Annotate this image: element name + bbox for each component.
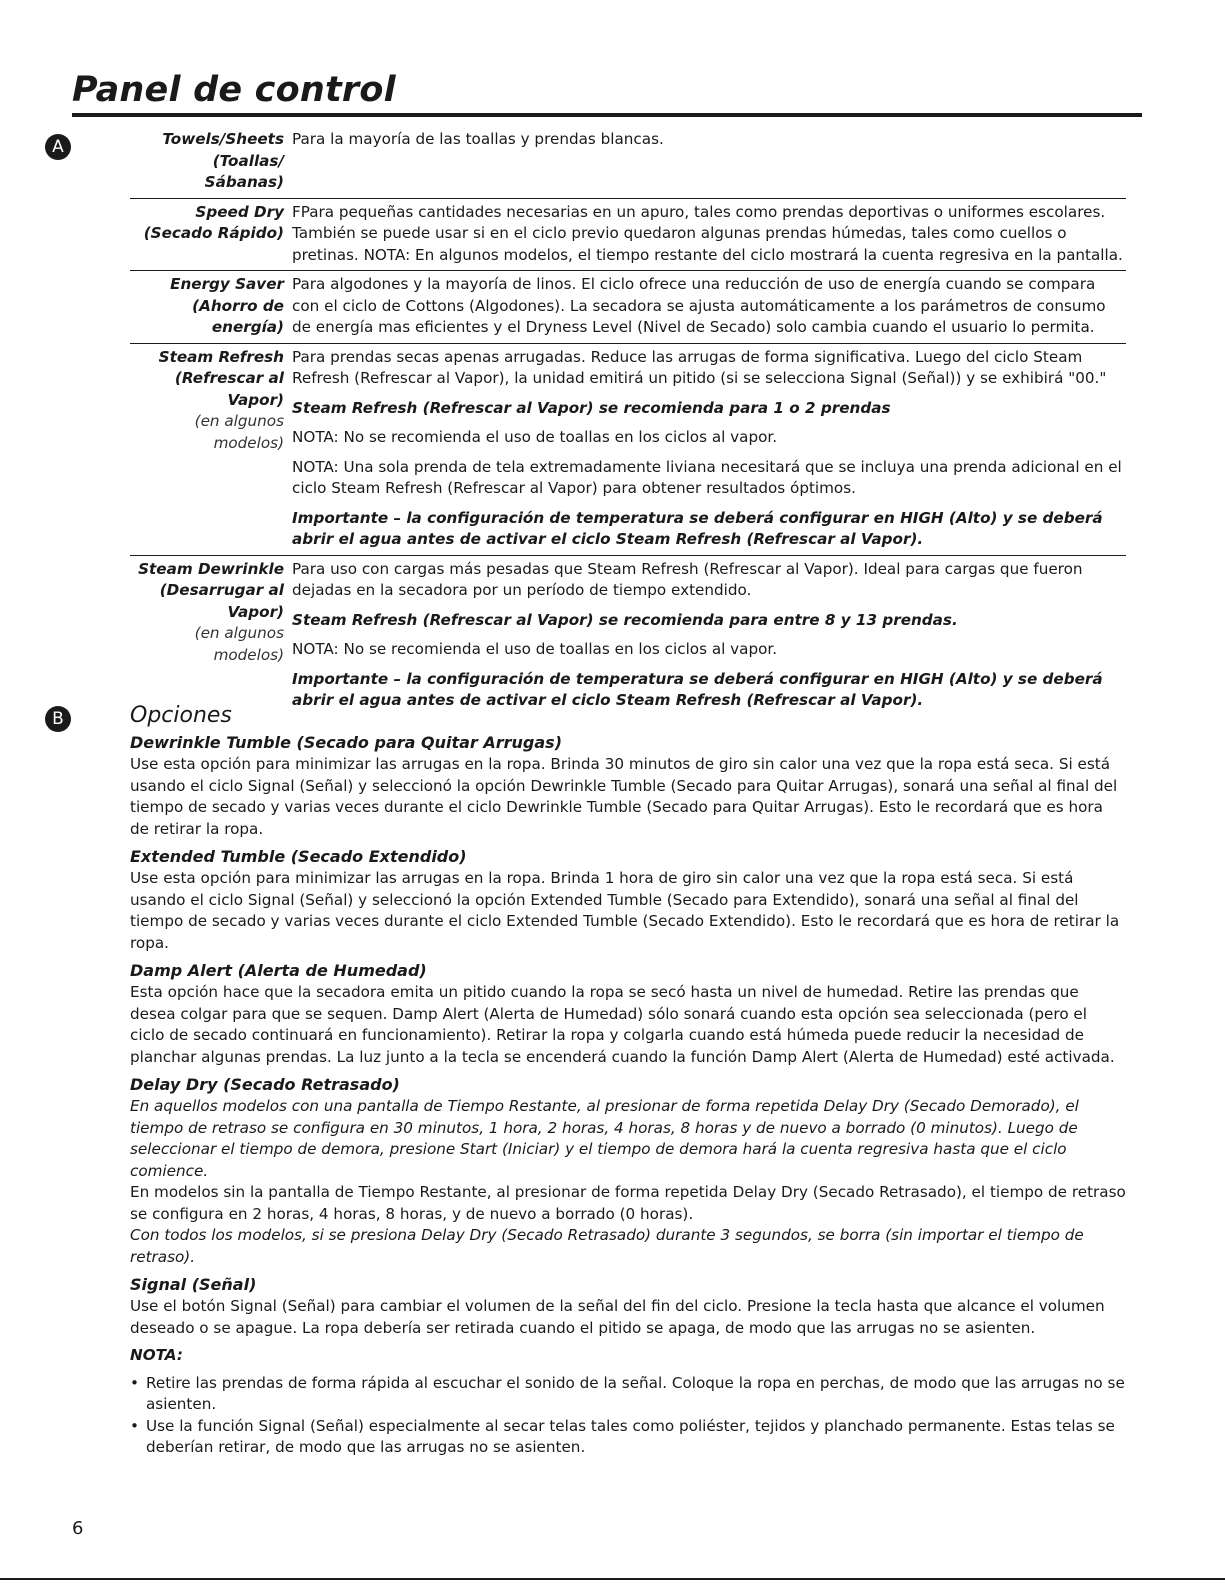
cycle-name-es: (Toallas/ Sábanas) [204,151,284,191]
cycle-name-es: (Desarrugar al Vapor) [159,581,284,621]
cycle-description [290,202,1126,267]
cycle-name [130,202,290,267]
cycle-name-en: Towels/Sheets [162,130,284,148]
cycle-note: NOTA: Una sola prenda de tela extremadamente liviana necesitará que se incluya una prenda adicional en el ciclo Steam Refresh (Refrescar al Vapor) para obtener resultados óptimos. [292,457,1122,497]
cycle-paragraph: Para algodones y la mayoría de linos. El ciclo ofrece una reducción de uso de energía cuando se compara con el ciclo de Cottons (Algodones). La secadora se ajusta automáticamente a los parámetros de consumo de energía mas eficientes y el Dryness Level (Nivel de Secado) solo cambia cuando el usuario lo permita. [292,275,1106,336]
cycle-note: NOTA: No se recomienda el uso de toallas en los ciclos al vapor. [292,428,778,446]
marker-b-badge: B [45,706,71,732]
cycle-row-energy-saver [130,271,1126,344]
cycle-important: Importante – la configuración de temperatura se deberá configurar en HIGH (Alto) y se deberá abrir el agua antes de activar el ciclo Steam Refresh (Refrescar al Vapor). [292,508,1103,548]
cycle-name [130,129,290,194]
cycle-note: NOTA: No se recomienda el uso de toallas en los ciclos al vapor. [292,640,778,658]
cycle-paragraph: Para prendas secas apenas arrugadas. Reduce las arrugas de forma significativa. Luego del ciclo Steam Refresh (Refrescar al Vapor), la unidad emitirá un pitido (si se selecciona Signal (Señal)) y se exhibirá "00." [292,347,1107,387]
cycle-important: Importante – la configuración de temperatura se deberá configurar en HIGH (Alto) y se deberá abrir el agua antes de activar el ciclo Steam Refresh (Refrescar al Vapor). [292,669,1103,709]
cycle-name [130,559,290,712]
cycle-name-en: Speed Dry [195,202,284,221]
bottom-rule [0,1578,1225,1580]
option-paragraph: Use esta opción para minimizar las arrugas en la ropa. Brinda 30 minutos de giro sin calor una vez que la ropa está seca. Si está usando el ciclo Signal (Señal) y seleccionó la opción Dewrinkle Tumble (Secado para Quitar Arrugas), sonará una señal al final del tiempo de secado y varias veces durante el ciclo Dewrinkle Tumble (Secado para Quitar Arrugas). Esto le recordará que es hora de retirar la ropa. [130,755,1118,838]
cycle-name-en: Steam Refresh [158,347,284,366]
cycle-name-note: (en algunos modelos) [194,412,284,452]
cycle-recommendation: Steam Refresh (Refrescar al Vapor) se recomienda para 1 o 2 prendas [292,398,891,417]
cycle-row-speed-dry [130,199,1126,272]
option-title-extended-tumble: Extended Tumble (Secado Extendido) [130,847,467,866]
cycle-row-towels-sheets [130,126,1126,199]
cycle-row-steam-dewrinkle [130,556,1126,716]
page-number: 6 [72,1518,84,1539]
cycle-paragraph: Para la mayoría de las toallas y prendas blancas. [292,130,664,148]
options-section [130,702,1126,1459]
cycle-name-en: Energy Saver [170,275,284,293]
nota-label: NOTA: [130,1346,183,1364]
option-paragraph: En modelos sin la pantalla de Tiempo Restante, al presionar de forma repetida Delay Dry (Secado Retrasado), el tiempo de retraso se configura en 2 horas, 4 horas, 8 horas, y de nuevo a borrado (0 horas). [130,1183,1126,1223]
title-rule [72,113,1142,117]
cycle-name-es: (Secado Rápido) [143,224,284,242]
option-title-delay-dry: Delay Dry (Secado Retrasado) [130,1075,400,1094]
cycle-name [130,347,290,551]
cycle-description [290,347,1126,551]
page-title: Panel de control [72,70,396,110]
option-paragraph: Esta opción hace que la secadora emita un pitido cuando la ropa se secó hasta un nivel de humedad. Retire las prendas que desea colgar para que se sequen. Damp Alert (Alerta de Humedad) sólo sonará cuando esta opción sea seleccionada (pero el ciclo de secado continuará en funcionamiento). Retirar la ropa y colgarla cuando está húmeda puede reducir la necesidad de planchar algunas prendas. La luz junto a la tecla se encenderá cuando la función Damp Alert (Alerta de Humedad) esté activada. [130,983,1115,1066]
cycle-paragraph: FPara pequeñas cantidades necesarias en un apuro, tales como prendas deportivas o uniformes escolares. También se puede usar si en el ciclo previo quedaron algunas prendas húmedas, tales como cuellos o pretinas. NOTA: En algunos modelos, el tiempo restante del ciclo mostrará la cuenta regresiva en la pantalla. [292,202,1123,264]
cycle-recommendation: Steam Refresh (Refrescar al Vapor) se recomienda para entre 8 y 13 prendas. [292,610,958,629]
cycle-paragraph: Para uso con cargas más pesadas que Steam Refresh (Refrescar al Vapor). Ideal para cargas que fueron dejadas en la secadora por un período de tiempo extendido. [292,559,1083,599]
option-title-dewrinkle-tumble: Dewrinkle Tumble (Secado para Quitar Arrugas) [130,733,563,752]
cycle-name-es: (Refrescar al Vapor) [174,369,284,409]
cycle-description [290,129,1126,194]
option-title-damp-alert: Damp Alert (Alerta de Humedad) [130,961,427,980]
marker-a-badge: A [45,134,71,160]
option-title-signal: Signal (Señal) [130,1275,257,1294]
cycle-description [290,559,1126,712]
option-paragraph: En aquellos modelos con una pantalla de Tiempo Restante, al presionar de forma repetida Delay Dry (Secado Demorado), el tiempo de retraso se configura en 30 minutos, 1 hora, 2 horas, 4 horas, 8 horas y de nuevo a borrado (0 minutos). Luego de seleccionar el tiempo de demora, presione Start (Iniciar) y el tiempo de demora hará la cuenta regresiva hasta que el ciclo comience. [130,1097,1079,1180]
nota-bullet-item: • Use la función Signal (Señal) especialmente al secar telas tales como poliéster, tejidos y planchado permanente. Estas telas se deberían retirar, de modo que las arrugas no se asienten. [130,1416,1126,1459]
option-paragraph: Use esta opción para minimizar las arrugas en la ropa. Brinda 1 hora de giro sin calor una vez que la ropa está seca. Si está usando el ciclo Signal (Señal) y seleccionó la opción Extended Tumble (Secado para Extendido), sonará una señal al final del tiempo de secado y varias veces durante el ciclo Extended Tumble (Secado Extendido). Esto le recordará que es hora de retirar la ropa. [130,869,1120,952]
cycle-name-en: Steam Dewrinkle [138,559,284,578]
cycle-row-steam-refresh [130,344,1126,556]
cycle-name-note: (en algunos modelos) [194,624,284,664]
option-paragraph: Con todos los modelos, si se presiona Delay Dry (Secado Retrasado) durante 3 segundos, se borra (sin importar el tiempo de retraso). [130,1226,1084,1266]
cycle-description [290,274,1126,339]
option-paragraph: Use el botón Signal (Señal) para cambiar el volumen de la señal del fin del ciclo. Presione la tecla hasta que alcance el volumen deseado o se apague. La ropa debería ser retirada cuando el pitido se apaga, de modo que las arrugas no se asienten. [130,1297,1105,1337]
cycle-name [130,274,290,339]
cycles-table [130,126,1126,716]
options-heading: Opciones [130,703,232,728]
cycle-name-es: (Ahorro de energía) [192,296,284,336]
nota-bullet-list [130,1373,1126,1459]
nota-bullet-item: • Retire las prendas de forma rápida al escuchar el sonido de la señal. Coloque la ropa en perchas, de modo que las arrugas no se asienten. [130,1373,1126,1416]
